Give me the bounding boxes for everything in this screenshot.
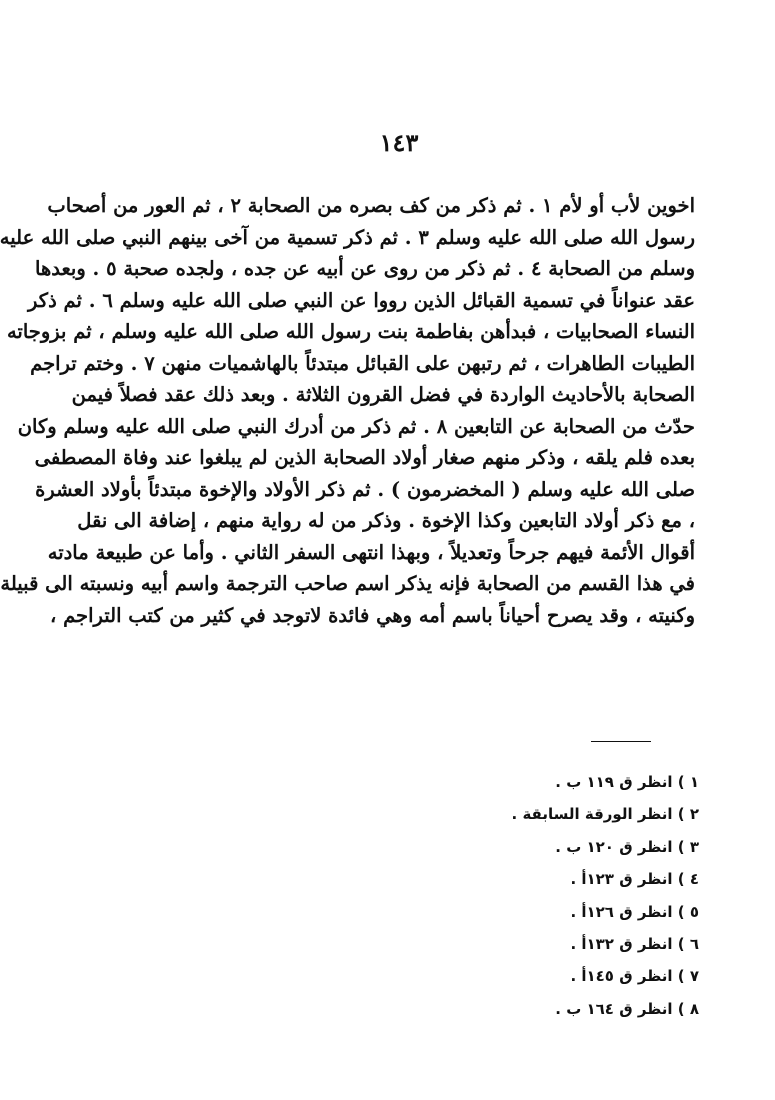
- footnote: ٦ ) انظر ق ١٣٢أ .: [570, 934, 699, 953]
- body-line: رسول الله صلى الله عليه وسلم ٣ . ثم ذكر تسمية من آخى بينهم النبي صلى الله عليه: [0, 225, 695, 249]
- footnote-divider: [591, 741, 651, 742]
- body-paragraph: [0, 190, 695, 631]
- body-line: وسلم من الصحابة ٤ . ثم ذكر من روى عن أبيه عن جده ، ولجده صحبة ٥ . وبعدها: [35, 257, 695, 280]
- footnote: ١ ) انظر ق ١١٩ ب .: [555, 773, 699, 791]
- body-line: وكنيته ، وقد يصرح أحياناً باسم أمه وهي فائدة لاتوجد في كثير من كتب التراجم ،: [49, 603, 695, 627]
- footnote: ٧ ) انظر ق ١٤٥أ .: [570, 967, 699, 986]
- body-line: الصحابة بالأحاديث الواردة في فضل القرون الثلاثة . وبعد ذلك عقد فصلاً فيمن: [71, 383, 695, 406]
- page-number: ١٤٣: [379, 128, 419, 157]
- body-line: النساء الصحابيات ، فبدأهن بفاطمة بنت رسول الله صلى الله عليه وسلم ، ثم بزوجاته: [6, 320, 695, 343]
- body-line: عقد عنواناً في تسمية القبائل الذين رووا عن النبي صلى الله عليه وسلم ٦ . ثم ذكر: [28, 288, 695, 312]
- footnote: ٥ ) انظر ق ١٢٦أ .: [570, 902, 699, 921]
- body-line: صلى الله عليه وسلم ( المخضرمون ) . ثم ذكر الأولاد والإخوة مبتدئاً بأولاد العشرة: [35, 477, 695, 501]
- footnote: ٤ ) انظر ق ١٢٣أ .: [570, 870, 699, 889]
- body-line: اخوين لأب أو لأم ١ . ثم ذكر من كف بصره من الصحابة ٢ ، ثم العور من أصحاب: [47, 194, 695, 217]
- body-line: بعده فلم يلقه ، وذكر منهم صغار أولاد الصحابة الذين لم يبلغوا عند وفاة المصطفى: [34, 446, 695, 469]
- body-line: الطيبات الطاهرات ، ثم رتبهن على القبائل مبتدئاً بالهاشميات منهن ٧ . وختم تراجم: [30, 351, 695, 375]
- footnote: ٨ ) انظر ق ١٦٤ ب .: [555, 999, 699, 1018]
- footnote: ٢ ) انظر الورقة السابقة .: [511, 805, 699, 824]
- body-line: في هذا القسم من الصحابة فإنه يذكر اسم صاحب الترجمة واسم أبيه ونسبته الى قبيلة: [0, 572, 695, 595]
- footnote: ٣ ) انظر ق ١٢٠ ب .: [555, 837, 699, 856]
- footnotes-list: [323, 766, 699, 1025]
- body-line: حدّث من الصحابة عن التابعين ٨ . ثم ذكر من أدرك النبي صلى الله عليه وسلم وكان: [17, 414, 695, 438]
- body-line: أقوال الأئمة فيهم جرحاً وتعديلاً ، وبهذا انتهى السفر الثاني . وأما عن طبيعة مادته: [47, 540, 695, 564]
- body-line: ، مع ذكر أولاد التابعين وكذا الإخوة . وذكر من له رواية منهم ، إضافة الى نقل: [77, 509, 695, 532]
